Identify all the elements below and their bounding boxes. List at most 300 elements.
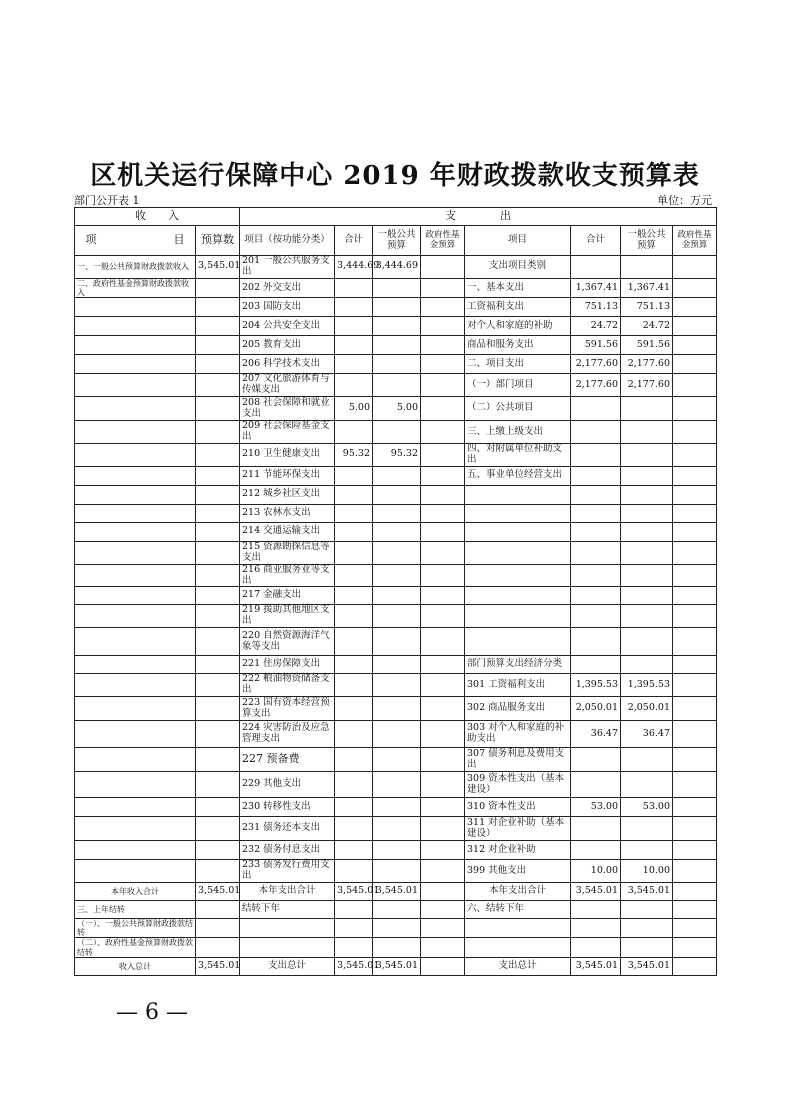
func-fund-cell <box>421 355 465 374</box>
econ-general-cell: 10.00 <box>621 860 673 883</box>
econ-item-cell <box>465 541 571 564</box>
econ-total-cell <box>571 541 621 564</box>
func-general-cell <box>373 860 421 883</box>
econ-item-cell <box>465 504 571 522</box>
func-item-cell <box>240 938 335 957</box>
func-item-cell: 201 一般公共服务支出 <box>240 256 335 279</box>
func-total-cell <box>335 504 373 522</box>
econ-total-cell: 1,367.41 <box>571 278 621 297</box>
func-general-cell <box>373 918 421 937</box>
econ-item-cell: 六、结转下年 <box>465 900 571 918</box>
econ-general-cell <box>621 256 673 279</box>
econ-general-cell <box>621 485 673 504</box>
func-total-cell <box>335 466 373 485</box>
func-general-cell <box>373 817 421 841</box>
func-fund-cell <box>421 860 465 883</box>
func-general-cell <box>373 605 421 628</box>
form-label: 部门公开表 1 <box>74 194 140 207</box>
econ-total-cell: 36.47 <box>571 721 621 748</box>
income-budget-cell <box>196 374 240 397</box>
table-row <box>75 900 717 918</box>
income-item-cell <box>75 656 196 674</box>
econ-fund-cell <box>673 957 717 975</box>
income-budget-header: 预算数 <box>196 226 240 256</box>
table-row <box>75 748 717 772</box>
table-row <box>75 485 717 504</box>
income-budget-cell <box>196 900 240 918</box>
econ-general-cell <box>621 564 673 587</box>
income-item-cell <box>75 336 196 355</box>
func-fund-cell <box>421 317 465 336</box>
income-item-cell <box>75 674 196 697</box>
income-budget-cell <box>196 522 240 541</box>
func-fund-cell <box>421 605 465 628</box>
func-fund-cell <box>421 278 465 297</box>
income-budget-cell: 3,545.01 <box>196 882 240 900</box>
econ-total-cell: 53.00 <box>571 798 621 817</box>
func-general-cell <box>373 656 421 674</box>
func-general-cell <box>373 355 421 374</box>
income-item-cell <box>75 721 196 748</box>
func-item-cell: 223 国有资本经营预算支出 <box>240 697 335 721</box>
income-item-cell <box>75 628 196 656</box>
econ-fund-header: 政府性基金预算 <box>673 226 717 256</box>
econ-total-cell <box>571 504 621 522</box>
econ-total-cell <box>571 817 621 841</box>
econ-item-cell: 311 对企业补助（基本建设） <box>465 817 571 841</box>
econ-total-cell <box>571 772 621 798</box>
econ-item-cell: 工资福利支出 <box>465 298 571 317</box>
econ-total-cell: 2,177.60 <box>571 374 621 397</box>
func-total-cell <box>335 421 373 444</box>
econ-general-cell <box>621 817 673 841</box>
income-item-cell <box>75 587 196 605</box>
econ-general-cell <box>621 918 673 937</box>
func-fund-cell <box>421 772 465 798</box>
expense-header: 支 出 <box>240 208 717 226</box>
func-fund-cell <box>421 628 465 656</box>
func-fund-cell <box>421 918 465 937</box>
table-row <box>75 605 717 628</box>
econ-item-cell: 本年支出合计 <box>465 882 571 900</box>
func-general-cell <box>373 938 421 957</box>
func-general-cell <box>373 317 421 336</box>
func-fund-cell <box>421 841 465 860</box>
econ-item-cell: 五、事业单位经营支出 <box>465 466 571 485</box>
econ-total-cell: 591.56 <box>571 336 621 355</box>
econ-total-cell <box>571 918 621 937</box>
income-item-cell <box>75 697 196 721</box>
func-item-cell: 231 债务还本支出 <box>240 817 335 841</box>
func-total-cell: 5.00 <box>335 397 373 421</box>
econ-item-cell: 399 其他支出 <box>465 860 571 883</box>
econ-fund-cell <box>673 587 717 605</box>
func-total-cell <box>335 817 373 841</box>
econ-general-cell: 2,177.60 <box>621 374 673 397</box>
table-row <box>75 374 717 397</box>
func-item-cell: 210 卫生健康支出 <box>240 443 335 466</box>
func-total-cell <box>335 841 373 860</box>
income-item-cell <box>75 841 196 860</box>
func-fund-cell <box>421 466 465 485</box>
econ-fund-cell <box>673 278 717 297</box>
income-budget-cell <box>196 587 240 605</box>
func-item-cell: 支出总计 <box>240 957 335 975</box>
econ-general-cell <box>621 541 673 564</box>
table-row <box>75 938 717 957</box>
func-general-cell <box>373 298 421 317</box>
econ-general-cell <box>621 522 673 541</box>
income-budget-cell <box>196 656 240 674</box>
income-budget-cell <box>196 421 240 444</box>
func-general-cell: 95.32 <box>373 443 421 466</box>
econ-item-cell <box>465 522 571 541</box>
table-row <box>75 256 717 279</box>
econ-item-cell <box>465 605 571 628</box>
econ-item-cell: 三、上缴上级支出 <box>465 421 571 444</box>
econ-total-cell <box>571 587 621 605</box>
table-row <box>75 397 717 421</box>
econ-total-cell <box>571 443 621 466</box>
econ-general-cell <box>621 421 673 444</box>
econ-total-cell <box>571 656 621 674</box>
income-item-cell <box>75 298 196 317</box>
econ-fund-cell <box>673 298 717 317</box>
func-total-cell <box>335 605 373 628</box>
table-row <box>75 817 717 841</box>
econ-total-cell: 751.13 <box>571 298 621 317</box>
econ-fund-cell <box>673 541 717 564</box>
func-general-cell <box>373 466 421 485</box>
table-row <box>75 466 717 485</box>
income-budget-cell <box>196 772 240 798</box>
econ-fund-cell <box>673 605 717 628</box>
econ-general-cell <box>621 397 673 421</box>
econ-fund-cell <box>673 374 717 397</box>
table-row <box>75 656 717 674</box>
table-row <box>75 564 717 587</box>
table-row <box>75 860 717 883</box>
econ-general-cell <box>621 748 673 772</box>
func-fund-cell <box>421 697 465 721</box>
func-total-cell: 3,545.01 <box>335 882 373 900</box>
income-item-cell: （二）、政府性基金预算财政拨款结转 <box>75 938 196 957</box>
income-budget-cell <box>196 798 240 817</box>
func-fund-cell <box>421 564 465 587</box>
income-item-cell <box>75 355 196 374</box>
econ-fund-cell <box>673 841 717 860</box>
func-item-cell: 结转下年 <box>240 900 335 918</box>
econ-general-cell <box>621 900 673 918</box>
econ-total-cell <box>571 841 621 860</box>
econ-item-cell: 支出总计 <box>465 957 571 975</box>
econ-general-cell: 24.72 <box>621 317 673 336</box>
func-total-cell <box>335 485 373 504</box>
table-row <box>75 721 717 748</box>
econ-total-cell: 24.72 <box>571 317 621 336</box>
func-fund-cell <box>421 421 465 444</box>
func-item-cell: 203 国防支出 <box>240 298 335 317</box>
func-general-cell <box>373 748 421 772</box>
func-total-cell <box>335 628 373 656</box>
func-total-cell <box>335 278 373 297</box>
func-item-cell: 204 公共安全支出 <box>240 317 335 336</box>
econ-general-cell: 36.47 <box>621 721 673 748</box>
income-item-cell <box>75 397 196 421</box>
func-fund-cell <box>421 938 465 957</box>
table-row <box>75 772 717 798</box>
func-total-cell <box>335 674 373 697</box>
income-header: 收 入 <box>75 208 240 226</box>
func-total-cell: 3,545.01 <box>335 957 373 975</box>
income-item-cell <box>75 605 196 628</box>
func-total-cell <box>335 938 373 957</box>
func-total-cell <box>335 721 373 748</box>
income-item-cell <box>75 564 196 587</box>
econ-general-cell: 2,050.01 <box>621 697 673 721</box>
func-item-cell: 219 援助其他地区支出 <box>240 605 335 628</box>
econ-fund-cell <box>673 466 717 485</box>
func-general-cell <box>373 798 421 817</box>
func-fund-cell <box>421 443 465 466</box>
func-fund-cell <box>421 900 465 918</box>
func-total-cell <box>335 772 373 798</box>
func-item-cell: 224 灾害防治及应急管理支出 <box>240 721 335 748</box>
econ-general-cell <box>621 841 673 860</box>
func-fund-cell <box>421 374 465 397</box>
econ-item-cell <box>465 587 571 605</box>
econ-total-cell <box>571 485 621 504</box>
func-item-cell: 229 其他支出 <box>240 772 335 798</box>
table-row <box>75 541 717 564</box>
func-fund-cell <box>421 957 465 975</box>
func-fund-cell <box>421 748 465 772</box>
econ-fund-cell <box>673 628 717 656</box>
econ-general-cell <box>621 938 673 957</box>
income-budget-cell <box>196 485 240 504</box>
income-budget-cell <box>196 336 240 355</box>
econ-fund-cell <box>673 938 717 957</box>
income-budget-cell <box>196 918 240 937</box>
econ-total-cell <box>571 421 621 444</box>
func-general-cell <box>373 504 421 522</box>
func-general-cell: 3,545.01 <box>373 882 421 900</box>
func-total-cell <box>335 918 373 937</box>
econ-item-cell: 四、对附属单位补助支出 <box>465 443 571 466</box>
income-budget-cell <box>196 541 240 564</box>
func-item-header: 项目（按功能分类） <box>240 226 335 256</box>
func-general-cell <box>373 541 421 564</box>
func-item-cell: 207 文化旅游体育与传媒支出 <box>240 374 335 397</box>
table-row <box>75 918 717 937</box>
func-general-cell <box>373 564 421 587</box>
econ-total-cell: 3,545.01 <box>571 957 621 975</box>
func-total-cell <box>335 355 373 374</box>
table-row <box>75 798 717 817</box>
func-item-cell: 216 商业服务业等支出 <box>240 564 335 587</box>
income-item-cell: 收入总计 <box>75 957 196 975</box>
func-general-cell <box>373 841 421 860</box>
income-item-cell: 一、一般公共预算财政拨款收入 <box>75 256 196 279</box>
func-total-cell <box>335 860 373 883</box>
econ-total-cell <box>571 564 621 587</box>
table-row <box>75 355 717 374</box>
income-item-cell <box>75 317 196 336</box>
table-row <box>75 278 717 297</box>
econ-fund-cell <box>673 697 717 721</box>
econ-item-cell <box>465 918 571 937</box>
func-general-cell <box>373 587 421 605</box>
econ-item-cell <box>465 485 571 504</box>
func-fund-cell <box>421 587 465 605</box>
table-row <box>75 443 717 466</box>
income-item-cell <box>75 374 196 397</box>
func-general-cell <box>373 278 421 297</box>
func-item-cell: 233 债务发行费用支出 <box>240 860 335 883</box>
budget-table <box>74 207 717 976</box>
table-row <box>75 317 717 336</box>
func-general-header: 一般公共预算 <box>373 226 421 256</box>
income-item-cell: 本年收入合计 <box>75 882 196 900</box>
func-item-cell: 212 城乡社区支出 <box>240 485 335 504</box>
income-budget-cell <box>196 317 240 336</box>
econ-total-cell <box>571 938 621 957</box>
econ-total-cell <box>571 748 621 772</box>
func-fund-cell <box>421 298 465 317</box>
func-item-cell: 206 科学技术支出 <box>240 355 335 374</box>
econ-total-header: 合计 <box>571 226 621 256</box>
unit-label: 单位：万元 <box>657 194 712 207</box>
func-item-cell: 211 节能环保支出 <box>240 466 335 485</box>
income-budget-cell <box>196 697 240 721</box>
table-row <box>75 298 717 317</box>
econ-item-cell: 307 债务利息及费用支出 <box>465 748 571 772</box>
income-budget-cell <box>196 721 240 748</box>
func-item-cell: 217 金融支出 <box>240 587 335 605</box>
func-item-cell: 205 教育支出 <box>240 336 335 355</box>
econ-item-cell: 对个人和家庭的补助 <box>465 317 571 336</box>
income-budget-cell <box>196 938 240 957</box>
econ-fund-cell <box>673 882 717 900</box>
econ-item-cell <box>465 628 571 656</box>
func-fund-header: 政府性基金预算 <box>421 226 465 256</box>
func-total-cell <box>335 374 373 397</box>
func-general-cell: 3,545.01 <box>373 957 421 975</box>
income-budget-cell: 3,545.01 <box>196 256 240 279</box>
income-budget-cell <box>196 841 240 860</box>
income-item-header: 项 目 <box>75 226 196 256</box>
income-budget-cell <box>196 860 240 883</box>
econ-item-cell: 支出项目类别 <box>465 256 571 279</box>
page-title: 区机关运行保障中心 2019 年财政拨款收支预算表 <box>90 161 700 191</box>
econ-general-cell: 591.56 <box>621 336 673 355</box>
func-general-cell <box>373 522 421 541</box>
econ-total-cell <box>571 900 621 918</box>
income-budget-cell <box>196 298 240 317</box>
econ-total-cell: 1,395.53 <box>571 674 621 697</box>
econ-item-cell: 部门预算支出经济分类 <box>465 656 571 674</box>
econ-fund-cell <box>673 748 717 772</box>
table-row <box>75 674 717 697</box>
income-item-cell <box>75 541 196 564</box>
func-general-cell <box>373 421 421 444</box>
income-budget-cell <box>196 466 240 485</box>
econ-item-header: 项目 <box>465 226 571 256</box>
econ-total-cell <box>571 522 621 541</box>
econ-total-cell <box>571 256 621 279</box>
econ-fund-cell <box>673 860 717 883</box>
econ-total-cell <box>571 466 621 485</box>
func-fund-cell <box>421 397 465 421</box>
econ-item-cell: 303 对个人和家庭的补助支出 <box>465 721 571 748</box>
econ-fund-cell <box>673 798 717 817</box>
func-item-cell: 220 自然资源海洋气象等支出 <box>240 628 335 656</box>
func-general-cell <box>373 485 421 504</box>
income-item-cell <box>75 504 196 522</box>
income-budget-cell <box>196 278 240 297</box>
income-budget-cell <box>196 748 240 772</box>
func-total-header: 合计 <box>335 226 373 256</box>
func-item-cell: 209 社会保险基金支出 <box>240 421 335 444</box>
func-fund-cell <box>421 485 465 504</box>
income-item-cell <box>75 817 196 841</box>
func-item-cell: 208 社会保障和就业支出 <box>240 397 335 421</box>
func-fund-cell <box>421 504 465 522</box>
table-row <box>75 504 717 522</box>
func-total-cell <box>335 336 373 355</box>
econ-fund-cell <box>673 485 717 504</box>
func-total-cell <box>335 317 373 336</box>
econ-total-cell: 2,050.01 <box>571 697 621 721</box>
func-fund-cell <box>421 674 465 697</box>
func-total-cell <box>335 541 373 564</box>
income-item-cell <box>75 522 196 541</box>
func-general-cell <box>373 628 421 656</box>
func-fund-cell <box>421 656 465 674</box>
econ-general-cell: 3,545.01 <box>621 957 673 975</box>
income-item-cell <box>75 421 196 444</box>
econ-total-cell <box>571 605 621 628</box>
econ-general-cell <box>621 504 673 522</box>
func-general-cell <box>373 374 421 397</box>
func-fund-cell <box>421 882 465 900</box>
func-fund-cell <box>421 817 465 841</box>
econ-fund-cell <box>673 918 717 937</box>
func-total-cell <box>335 587 373 605</box>
func-item-cell: 214 交通运输支出 <box>240 522 335 541</box>
func-general-cell <box>373 674 421 697</box>
income-budget-cell <box>196 817 240 841</box>
econ-general-cell <box>621 605 673 628</box>
income-item-cell <box>75 443 196 466</box>
econ-fund-cell <box>673 522 717 541</box>
econ-item-cell: 301 工资福利支出 <box>465 674 571 697</box>
econ-item-cell <box>465 938 571 957</box>
econ-general-cell <box>621 656 673 674</box>
econ-total-cell <box>571 628 621 656</box>
func-total-cell <box>335 697 373 721</box>
econ-fund-cell <box>673 443 717 466</box>
income-item-cell: 三、上年结转 <box>75 900 196 918</box>
func-item-cell: 227 预备费 <box>240 748 335 772</box>
income-item-cell: 二、政府性基金预算财政拨款收入 <box>75 278 196 297</box>
econ-general-cell <box>621 466 673 485</box>
table-row <box>75 841 717 860</box>
econ-general-cell <box>621 443 673 466</box>
econ-fund-cell <box>673 336 717 355</box>
econ-general-cell: 53.00 <box>621 798 673 817</box>
econ-fund-cell <box>673 674 717 697</box>
